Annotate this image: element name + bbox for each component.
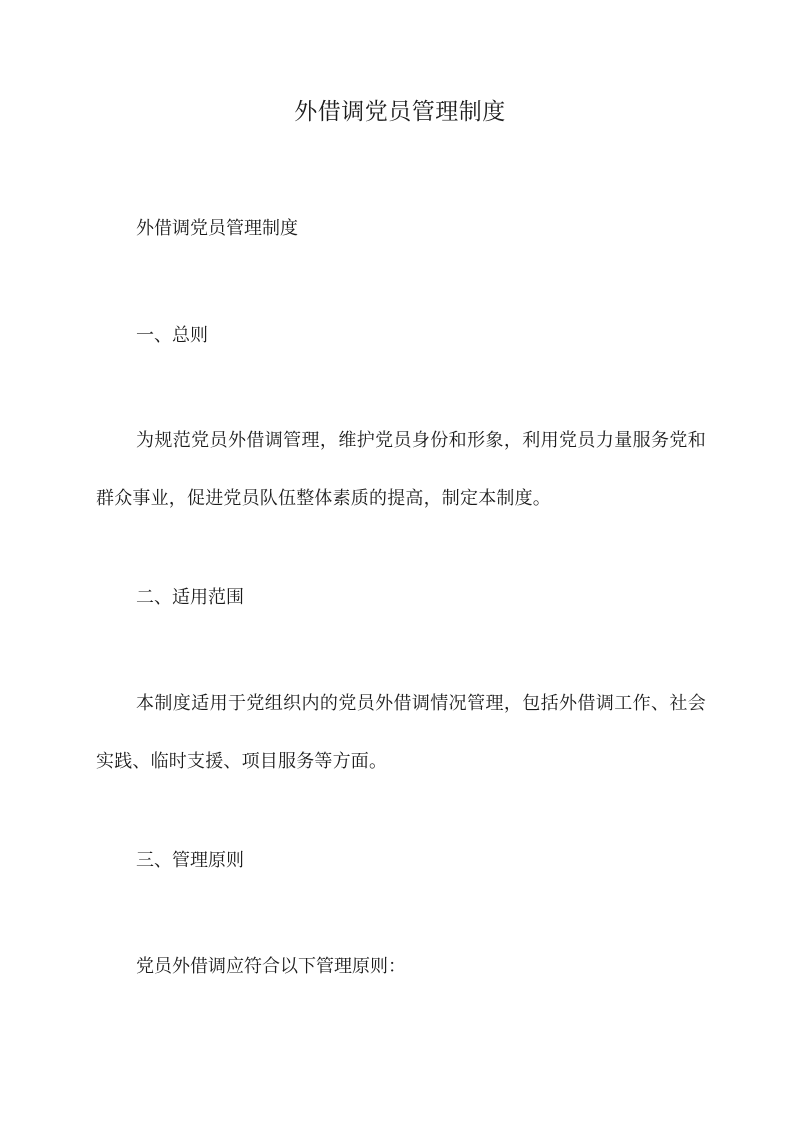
- section-heading-principles: 三、管理原则: [136, 850, 244, 871]
- section-body-scope: 本制度适用于党组织内的党员外借调情况管理，包括外借调工作、社会实践、临时支援、项目服务等方面。: [96, 693, 706, 772]
- section-body-general: 为规范党员外借调管理，维护党员身份和形象，利用党员力量服务党和群众事业，促进党员队伍整体素质的提高，制定本制度。: [96, 430, 706, 509]
- document-title: 外借调党员管理制度: [294, 99, 506, 125]
- section-heading-scope: 二、适用范围: [136, 587, 244, 608]
- document-subtitle: 外借调党员管理制度: [136, 218, 298, 239]
- section-body-principles: 党员外借调应符合以下管理原则：: [136, 956, 406, 977]
- section-heading-general: 一、总则: [136, 325, 208, 346]
